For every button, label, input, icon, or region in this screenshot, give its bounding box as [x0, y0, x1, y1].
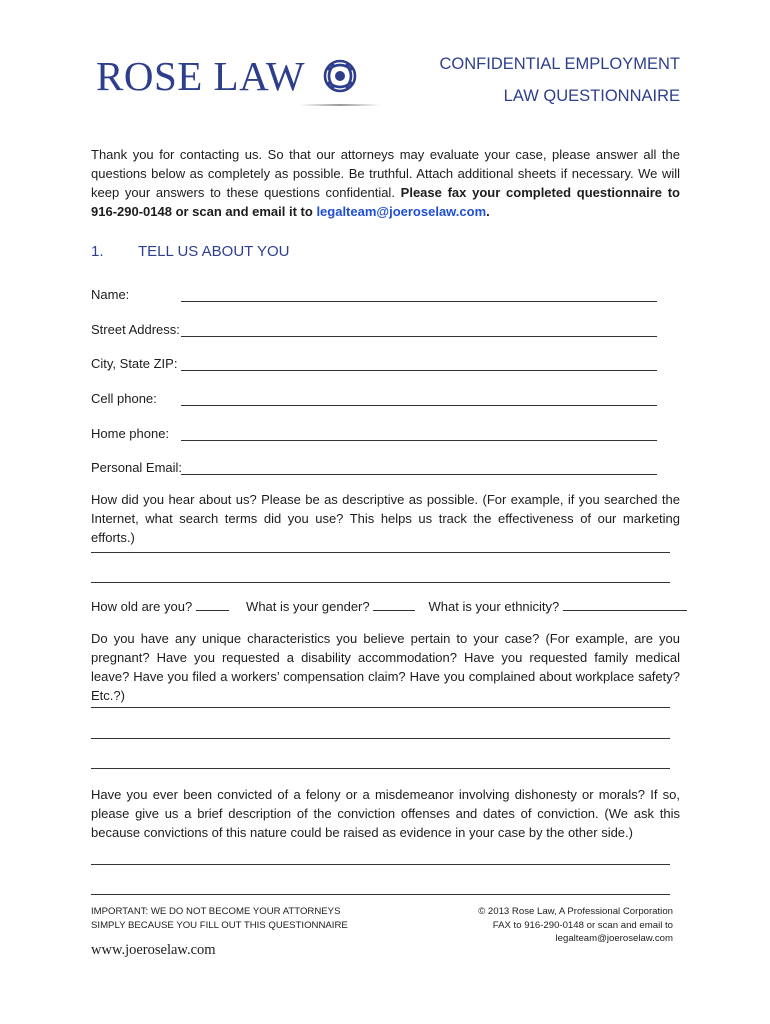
- footer-fax: FAX to 916-290-0148 or scan and email to: [492, 919, 673, 931]
- intro-paragraph: [91, 145, 680, 221]
- document-title-line2: LAW QUESTIONNAIRE: [503, 87, 680, 105]
- logo-underline: [300, 104, 380, 106]
- knot-emblem-icon: [320, 56, 360, 96]
- age-question: How old are you?: [91, 599, 193, 614]
- answer-line[interactable]: [91, 768, 670, 769]
- cell-phone-field[interactable]: [181, 391, 657, 406]
- footer-contact: [478, 905, 673, 946]
- answer-line[interactable]: [91, 552, 670, 553]
- name-field[interactable]: [181, 287, 657, 302]
- ethnicity-question: What is your ethnicity?: [428, 599, 560, 614]
- answer-line[interactable]: [91, 894, 670, 895]
- footer-website-link[interactable]: www.joeroselaw.com: [91, 942, 216, 958]
- personal-email-field[interactable]: [181, 460, 657, 475]
- intro-text: Thank you for contacting us. So that our attorneys may evaluate your case, please answer all the questions below as completely as possible. Be truthful. Attach additional sheets if necessary. We will keep your answers to these questions confidential.: [91, 147, 680, 200]
- ethnicity-field[interactable]: [563, 598, 687, 611]
- footer-copyright: © 2013 Rose Law, A Professional Corporation: [478, 906, 673, 917]
- street-address-field[interactable]: [181, 322, 657, 337]
- name-label: Name:: [91, 287, 130, 302]
- answer-line[interactable]: [91, 582, 670, 583]
- cell-phone-label: Cell phone:: [91, 391, 157, 406]
- street-address-label: Street Address:: [91, 322, 180, 337]
- question-characteristics: Do you have any unique characteristics you believe pertain to your case? (For example, are you pregnant? Have you requested a disability accommodation? Have you requested family medical leave? Have you filed a workers’ compensation claim? Have you complained about workplace safety? Etc.?): [91, 631, 680, 703]
- footer-disclaimer: [91, 905, 348, 932]
- gender-question: What is your gender?: [246, 599, 370, 614]
- logo-wordmark: ROSE LAW: [96, 53, 306, 99]
- intro-fax-instructions: Please fax your completed questionnaire to 916-290-0148 or scan and email it to: [91, 185, 680, 219]
- answer-line[interactable]: [91, 864, 670, 865]
- age-field[interactable]: [196, 598, 229, 611]
- footer-email-link[interactable]: legalteam@joeroselaw.com: [555, 933, 673, 944]
- document-title-line1: CONFIDENTIAL EMPLOYMENT: [439, 55, 680, 73]
- section-number: 1.: [91, 243, 104, 260]
- section-title: TELL US ABOUT YOU: [138, 243, 290, 260]
- demographics-row: [91, 598, 687, 614]
- intro-period: .: [486, 204, 490, 219]
- footer-disclaimer-line2: SIMPLY BECAUSE YOU FILL OUT THIS QUESTIONNAIRE: [91, 919, 348, 931]
- city-state-zip-label: City, State ZIP:: [91, 356, 178, 371]
- intro-email-link[interactable]: legalteam@joeroselaw.com: [316, 204, 487, 219]
- city-state-zip-field[interactable]: [181, 356, 657, 371]
- footer-disclaimer-line1: IMPORTANT: WE DO NOT BECOME YOUR ATTORNEYS: [91, 906, 341, 917]
- home-phone-label: Home phone:: [91, 426, 170, 441]
- question-convictions: Have you ever been convicted of a felony or a misdemeanor involving dishonesty or morals? If so, please give us a brief description of the conviction offenses and dates of conviction. (We ask this because convictions of this nature could be raised as evidence in your case by the other side.): [91, 787, 680, 840]
- home-phone-field[interactable]: [181, 426, 657, 441]
- personal-email-label: Personal Email:: [91, 460, 183, 475]
- gender-field[interactable]: [373, 598, 415, 611]
- question-how-heard: How did you hear about us? Please be as descriptive as possible. (For example, if you searched the Internet, what search terms did you use? This helps us track the effectiveness of our marketing efforts.): [91, 492, 680, 545]
- answer-line[interactable]: [91, 707, 670, 708]
- answer-line[interactable]: [91, 738, 670, 739]
